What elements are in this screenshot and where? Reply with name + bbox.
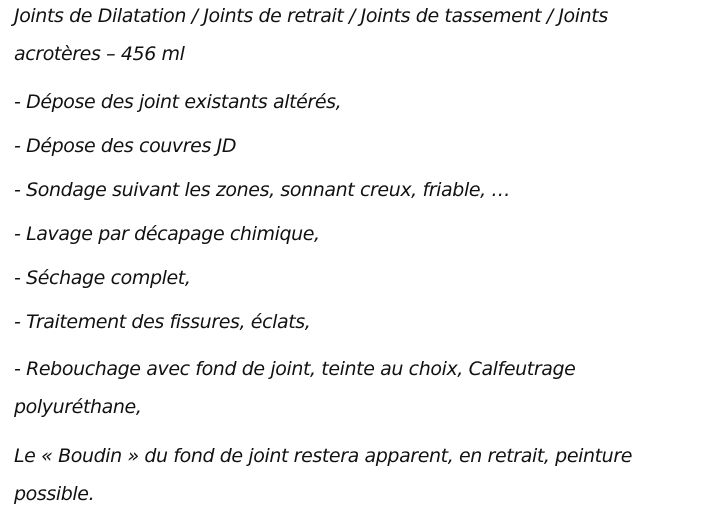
list-item: - Séchage complet, xyxy=(14,267,191,289)
list-item: - Dépose des joint existants altérés, xyxy=(14,91,342,113)
section-heading: Joints de Dilatation / Joints de retrait / Joints de tassement / Joints acrotères – 456 ml xyxy=(14,5,608,65)
list-item: - Traitement des fissures, éclats, xyxy=(14,311,311,333)
closing-note: Le « Boudin » du fond de joint restera apparent, en retrait, peinture possible. xyxy=(14,445,633,505)
list-item: - Dépose des couvres JD xyxy=(14,135,237,157)
list-item: - Sondage suivant les zones, sonnant creux, friable, … xyxy=(14,179,510,201)
list-item: - Lavage par décapage chimique, xyxy=(14,223,320,245)
list-item: - Rebouchage avec fond de joint, teinte au choix, Calfeutrage polyuréthane, xyxy=(14,358,576,418)
document-text xyxy=(14,0,698,513)
